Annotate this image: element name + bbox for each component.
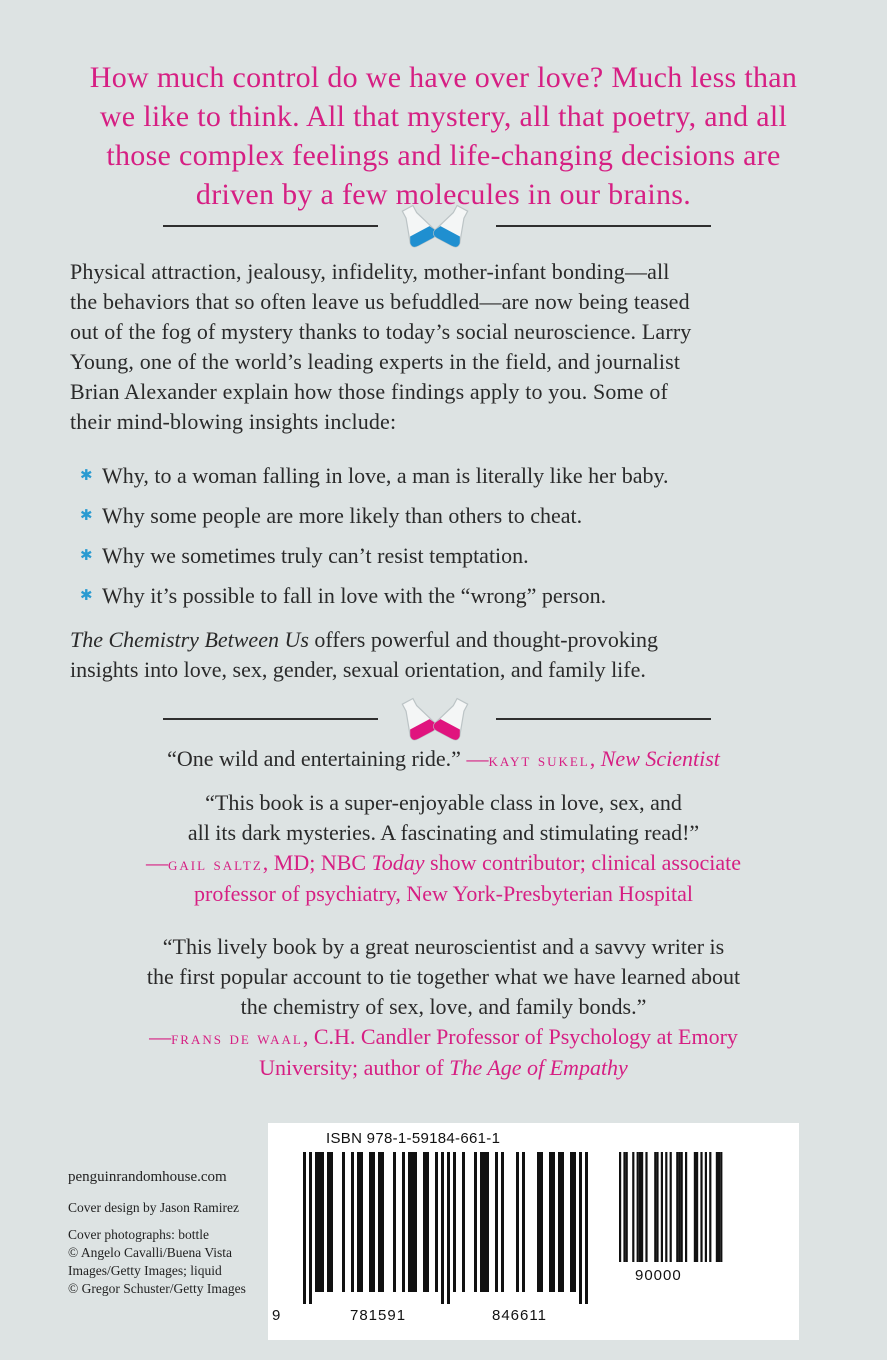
attribution-text: University; author of <box>259 1055 450 1080</box>
flasks-pink-icon <box>401 697 473 741</box>
attribution-name: frans de waal <box>171 1028 303 1048</box>
barcode-bar <box>342 1152 345 1292</box>
description-line: the behaviors that so often leave us befuddled—are now being teased <box>70 289 690 314</box>
quote-attribution-line: professor of psychiatry, New York-Presbyterian Hospital <box>194 881 693 906</box>
quote-attribution-line <box>40 1053 847 1083</box>
quote-line: “This lively book by a great neuroscientist and a savvy writer is <box>162 934 725 959</box>
barcode-bar <box>522 1152 525 1292</box>
addon-digits: 90000 <box>635 1267 682 1284</box>
barcode-bar <box>360 1152 363 1292</box>
quote-attribution <box>40 848 847 879</box>
addon-bar <box>678 1152 680 1262</box>
attribution-text: show contributor; clinical associate <box>424 850 742 875</box>
description-line: their mind-blowing insights include: <box>70 409 397 434</box>
headline <box>60 58 827 214</box>
barcode-bar <box>540 1152 543 1292</box>
barcode-bar <box>369 1152 372 1292</box>
barcode-bar <box>570 1152 573 1292</box>
attribution-source: New Scientist <box>600 746 720 771</box>
quote-line: the first popular account to tie together what we have learned about <box>146 964 741 989</box>
closing-paragraph <box>70 625 830 685</box>
addon-bar <box>696 1152 698 1262</box>
addon-bar <box>626 1152 628 1262</box>
barcode-bar <box>537 1152 540 1292</box>
barcode-bar <box>561 1152 564 1292</box>
divider-rule <box>496 718 711 720</box>
addon-bar <box>716 1152 718 1262</box>
barcode-bar <box>474 1152 477 1292</box>
barcode-bar <box>357 1152 360 1292</box>
addon-bar <box>656 1152 658 1262</box>
barcode-bar <box>318 1152 321 1292</box>
barcode-right-digits: 846611 <box>492 1307 547 1324</box>
barcode-bar <box>411 1152 414 1292</box>
barcode-bar <box>558 1152 561 1292</box>
divider-bottom <box>163 705 711 731</box>
quote-line: all its dark mysteries. A fascinating and stimulating read!” <box>187 820 700 845</box>
barcode-bar <box>573 1152 576 1292</box>
quote-line: “This book is a super-enjoyable class in love, sex, and <box>205 790 682 815</box>
barcode-bar <box>408 1152 411 1292</box>
addon-bar <box>709 1152 711 1262</box>
list-item-text: Why we sometimes truly can’t resist temptation. <box>102 543 529 568</box>
divider-rule <box>163 225 378 227</box>
quote-2 <box>40 788 847 909</box>
barcode-bar <box>486 1152 489 1292</box>
insights-list <box>80 461 820 621</box>
barcode-bar <box>423 1152 426 1292</box>
description-line: out of the fog of mystery thanks to today’s social neuroscience. Larry <box>70 319 692 344</box>
flasks-blue-icon <box>401 204 473 248</box>
list-item <box>80 581 820 621</box>
barcode-bar <box>351 1152 354 1292</box>
asterisk-icon: ✱ <box>80 468 93 484</box>
barcode-bar <box>315 1152 318 1292</box>
addon-bar <box>705 1152 707 1262</box>
barcode-bar <box>378 1152 381 1292</box>
barcode-bar <box>402 1152 405 1292</box>
list-item-text: Why some people are more likely than others to cheat. <box>102 503 583 528</box>
attribution-dash: — <box>145 850 168 875</box>
barcode-bar <box>309 1152 312 1304</box>
divider-top <box>163 212 711 238</box>
addon-bar <box>685 1152 687 1262</box>
photo-credit-line: © Angelo Cavalli/Buena Vista <box>68 1245 233 1260</box>
barcode-bar <box>393 1152 396 1292</box>
barcode-bar <box>579 1152 582 1304</box>
photo-credit-line: © Gregor Schuster/Getty Images <box>68 1281 246 1296</box>
quote-1 <box>40 744 847 775</box>
addon-bar <box>670 1152 672 1262</box>
ean13-barcode <box>283 1152 608 1304</box>
addon-bar <box>639 1152 641 1262</box>
list-item <box>80 461 820 501</box>
addon-bar <box>654 1152 656 1262</box>
attribution-dash: — <box>466 746 489 771</box>
addon-bar <box>637 1152 639 1262</box>
headline-line: driven by a few molecules in our brains. <box>195 178 692 211</box>
barcode-bar <box>480 1152 483 1292</box>
headline-line: How much control do we have over love? Much less than <box>89 61 798 94</box>
addon-bar <box>681 1152 683 1262</box>
barcode-bar <box>372 1152 375 1292</box>
addon-bar <box>676 1152 678 1262</box>
divider-rule <box>496 225 711 227</box>
barcode-bar <box>321 1152 324 1292</box>
isbn-label: ISBN 978-1-59184-661-1 <box>326 1130 501 1147</box>
addon-bar <box>619 1152 621 1262</box>
book-title: The Chemistry Between Us <box>70 627 309 652</box>
asterisk-icon: ✱ <box>80 508 93 524</box>
barcode-bar <box>426 1152 429 1292</box>
barcode-bar <box>441 1152 444 1304</box>
addon-bar <box>641 1152 643 1262</box>
quote-attribution <box>40 1022 847 1053</box>
description <box>70 257 830 437</box>
description-line: Young, one of the world’s leading experts in the field, and journalist <box>70 349 681 374</box>
closing-line <box>70 625 830 655</box>
photo-credit-line: Images/Getty Images; liquid <box>68 1263 222 1278</box>
addon-bar <box>623 1152 625 1262</box>
quote-3 <box>40 932 847 1083</box>
attribution-text: , MD; NBC <box>262 850 372 875</box>
addon-bar <box>661 1152 663 1262</box>
quote-attribution <box>466 746 719 771</box>
addon-bar <box>720 1152 722 1262</box>
list-item <box>80 541 820 581</box>
barcode-left-digits: 781591 <box>350 1307 407 1324</box>
attribution-name: kayt sukel <box>488 750 590 770</box>
barcode-panel <box>268 1123 799 1340</box>
addon-bar <box>665 1152 667 1262</box>
attribution-book: The Age of Empathy <box>449 1055 628 1080</box>
barcode-bar <box>462 1152 465 1292</box>
headline-line: we like to think. All that mystery, all that poetry, and all <box>99 100 788 133</box>
barcode-bar <box>414 1152 417 1292</box>
barcode-bar <box>381 1152 384 1292</box>
addon-bar <box>700 1152 702 1262</box>
photo-credit-line: Cover photographs: bottle <box>68 1227 209 1242</box>
asterisk-icon: ✱ <box>80 588 93 604</box>
barcode-bar <box>495 1152 498 1292</box>
list-item-text: Why it’s possible to fall in love with the “wrong” person. <box>102 583 607 608</box>
publisher-website: penguinrandomhouse.com <box>68 1169 227 1185</box>
list-item-text: Why, to a woman falling in love, a man is literally like her baby. <box>102 463 669 488</box>
addon-bar <box>694 1152 696 1262</box>
attribution-dash: — <box>149 1024 172 1049</box>
barcode-lead-digit: 9 <box>272 1307 281 1324</box>
barcode-bar <box>330 1152 333 1292</box>
barcode-bar <box>483 1152 486 1292</box>
barcode-bar <box>549 1152 552 1292</box>
barcode-bar <box>585 1152 588 1304</box>
barcode-bar <box>501 1152 504 1292</box>
addon-bar <box>718 1152 720 1262</box>
attribution-text: , C.H. Candler Professor of Psychology at Emory <box>302 1024 738 1049</box>
attribution-sep: , <box>589 746 601 771</box>
attribution-name: gail saltz <box>167 854 263 874</box>
attribution-show: Today <box>371 850 425 875</box>
barcode-bar <box>552 1152 555 1292</box>
description-line: Brian Alexander explain how those findings apply to you. Some of <box>70 379 669 404</box>
cover-credits <box>68 1168 268 1298</box>
barcode-bar <box>453 1152 456 1292</box>
quote-text: “One wild and entertaining ride.” <box>167 746 467 771</box>
asterisk-icon: ✱ <box>80 548 93 564</box>
barcode-bar <box>516 1152 519 1292</box>
design-credit: Cover design by Jason Ramirez <box>68 1200 239 1215</box>
divider-rule <box>163 718 378 720</box>
closing-line: insights into love, sex, gender, sexual orientation, and family life. <box>70 657 646 682</box>
barcode-bar <box>447 1152 450 1304</box>
quote-line: the chemistry of sex, love, and family bonds.” <box>240 994 647 1019</box>
addon-bar <box>645 1152 647 1262</box>
barcode-bar <box>327 1152 330 1292</box>
addon-bar <box>632 1152 634 1262</box>
closing-text: offers powerful and thought-provoking <box>308 627 658 652</box>
list-item <box>80 501 820 541</box>
description-line: Physical attraction, jealousy, infidelity, mother-infant bonding—all <box>70 259 670 284</box>
headline-line: those complex feelings and life-changing decisions are <box>106 139 781 172</box>
barcode-bar <box>435 1152 438 1292</box>
barcode-bar <box>303 1152 306 1304</box>
